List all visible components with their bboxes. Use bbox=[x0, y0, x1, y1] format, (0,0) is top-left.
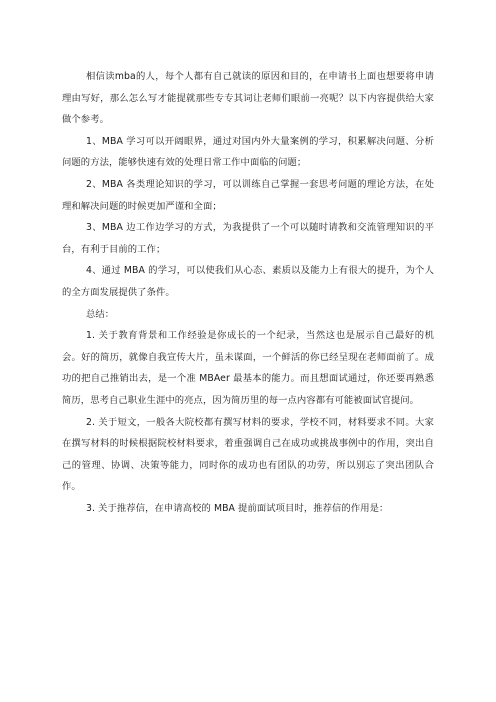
document-body bbox=[62, 66, 434, 519]
intro-paragraph: 相信读mba的人，每个人都有自己就读的原因和目的，在申请书上面也想要将申请理由写好，那么怎么写才能提就那些专专其词让老师们眼前一亮呢？以下内容提供给大家做个参考。 bbox=[62, 71, 434, 126]
list-item-1: 1、MBA 学习可以开阔眼界，通过对国内外大量案例的学习，积累解决问题、分析问题的方法，能够快速有效的处理日常工作中面临的问题； bbox=[62, 135, 434, 169]
summary-item-2: 2. 关于短文，一般各大院校都有撰写材料的要求，学校不同，材料要求不同。大家在撰写材料的时候根据院校材料要求，着重强调自己在成功或挑战事例中的作用，突出自己的管理、协调、决策等能力，同时你的成功也有团队的功劳，所以别忘了突出团队合作。 bbox=[62, 416, 434, 493]
list-item-4: 4、通过 MBA 的学习，可以使我们从心态、素质以及能力上有很大的提升，为个人的全方面发展提供了条件。 bbox=[62, 265, 434, 298]
list-item-3: 3、MBA 边工作边学习的方式，为我提供了一个可以随时请教和交流管理知识的平台，有利于目前的工作； bbox=[62, 222, 434, 255]
summary-item-1: 1. 关于教育背景和工作经验是你成长的一个纪录，当然这也是展示自己最好的机会。好的简历，就像自我宣传大片，虽未谋面，一个鲜活的你已经呈现在老师面前了。成功的把自己推销出去，是一个准 MBAer 最基本的能力。而且想面试通过，你还要再熟悉简历，思考自己职业生涯中的亮点，因为简历里的每一点内容都有可能被面试官提问。 bbox=[62, 330, 434, 406]
summary-heading: 总结： bbox=[86, 308, 115, 320]
summary-item-3: 3. 关于推荐信，在申请高校的 MBA 提前面试项目时，推荐信的作用是： bbox=[86, 502, 389, 514]
list-item-2: 2、MBA 各类理论知识的学习，可以训练自己掌握一套思考问题的理论方法，在处理和解决问题的时候更加严谨和全面； bbox=[62, 178, 434, 212]
